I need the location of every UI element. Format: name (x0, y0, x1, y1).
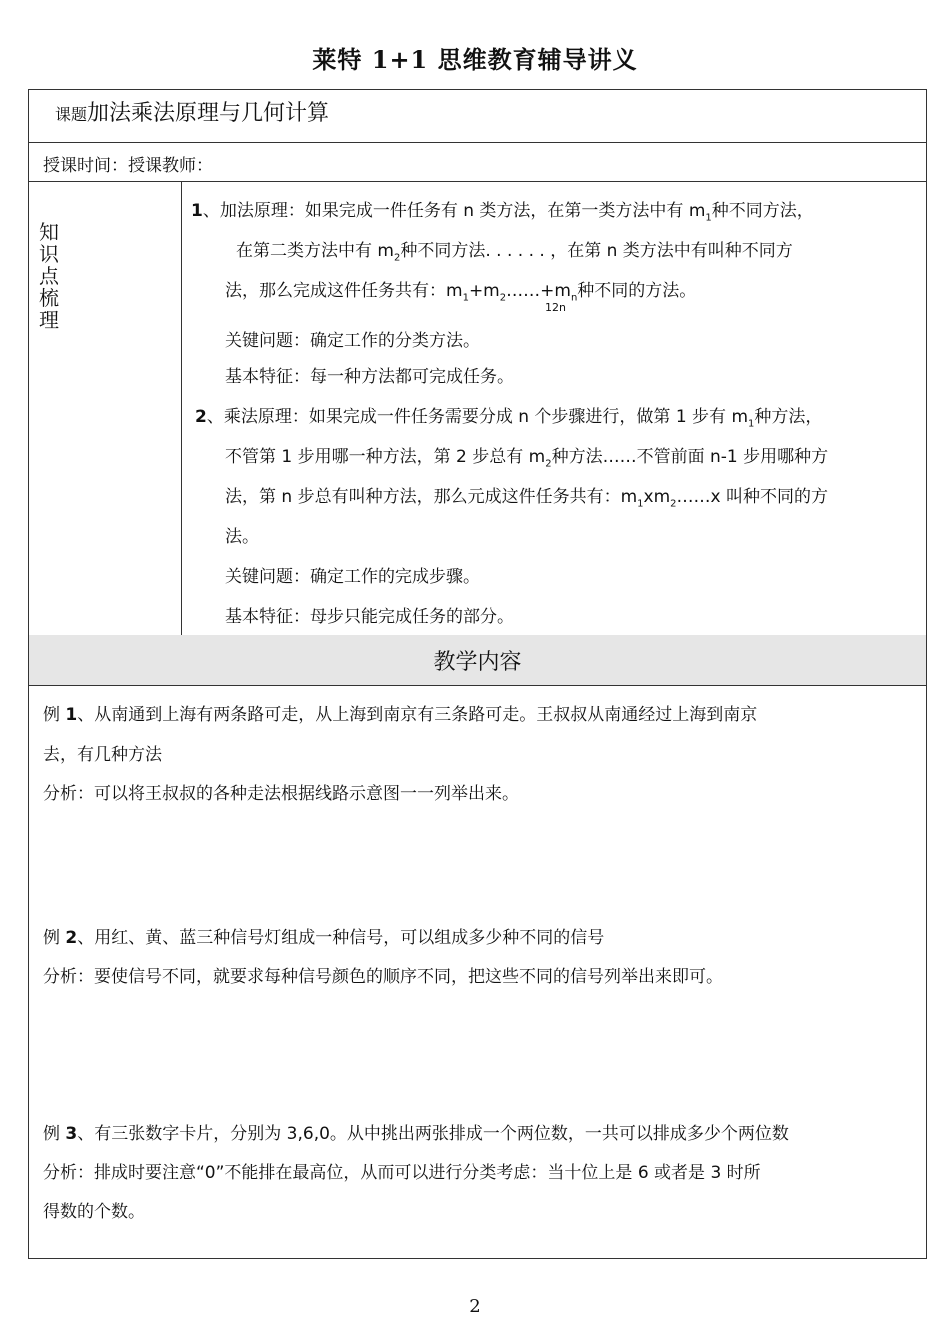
multiplication-key-question: 关键问题：确定工作的完成步骤。 (225, 567, 480, 587)
addition-principle-line-1 (191, 196, 814, 223)
multiplication-principle-line-3 (225, 482, 828, 509)
multiplication-principle-line-1 (195, 402, 822, 429)
example-number: 1 (65, 705, 78, 725)
subscript: 2 (670, 498, 677, 510)
subscript: 1 (462, 292, 469, 304)
text: 种方法……不管前面 n-1 步用哪种方 (551, 447, 829, 467)
text: 种不同的方法。 (577, 281, 697, 301)
example-2-analysis: 分析：要使信号不同，就要求每种信号颜色的顺序不同，把这些不同的信号列举出来即可。 (43, 967, 723, 987)
column-divider (181, 181, 182, 635)
subscript: 1 (748, 418, 755, 430)
addition-key-question: 关键问题：确定工作的分类方法。 (225, 331, 480, 351)
addition-principle-line-3 (225, 276, 696, 303)
text: +m (468, 281, 500, 301)
side-char: 识 (39, 242, 59, 266)
text: 、从南通到上海有两条路可走，从上海到南京有三条路可走。王叔叔从南通经过上海到南京 (77, 705, 758, 725)
text: 、用红、黄、蓝三种信号灯组成一种信号，可以组成多少种不同的信号 (77, 928, 605, 948)
example-3-analysis-line-1: 分析：排成时要注意“0”不能排在最高位，从而可以进行分类考虑：当十位上是 6 或者是 3 时所 (43, 1163, 761, 1183)
example-number: 3 (65, 1124, 78, 1144)
side-char: 梳 (39, 286, 59, 310)
teaching-content-heading: 教学内容 (433, 650, 522, 675)
example-3-analysis-line-2: 得数的个数。 (43, 1202, 145, 1222)
page-number: 2 (469, 1296, 481, 1317)
multiplication-feature: 基本特征：母步只能完成任务的部分。 (225, 607, 514, 627)
text: 种不同方法. . . . . . ，在第 n 类方法中有叫种不同方 (400, 241, 793, 261)
subscript: 2 (499, 292, 507, 304)
subject-label: 课题 (55, 105, 88, 124)
text: 法，第 n 步总有叫种方法，那么元成这件任务共有：m (225, 487, 638, 507)
item-number: 2 (195, 407, 207, 427)
addition-principle-line-2 (236, 236, 793, 263)
stray-subscript: 12n (545, 301, 566, 314)
example-1-analysis: 分析：可以将王叔叔的各种走法根据线路示意图一一列举出来。 (43, 784, 519, 804)
text: 例 (43, 928, 66, 948)
text: 例 (43, 705, 66, 725)
time-teacher-row: 授课时间：授课教师： (43, 156, 213, 176)
example-2-line-1 (43, 923, 604, 948)
handout-title: 莱特 1+1 思维教育辅导讲义 (312, 45, 638, 74)
text: 、有三张数字卡片，分别为 3,6,0。从中挑出两张排成一个两位数，一共可以排成多少个两位数 (77, 1124, 789, 1144)
subscript: 2 (545, 458, 552, 470)
text: ……+m (506, 281, 571, 301)
example-1-line-2: 去，有几种方法 (43, 745, 162, 765)
subscript: 2 (393, 252, 401, 264)
subscript: n (570, 292, 578, 304)
subject-title: 加法乘法原理与几何计算 (87, 101, 330, 126)
example-1-line-1 (43, 700, 757, 725)
text: 种不同方法， (711, 201, 814, 221)
text: 、加法原理：如果完成一件任务有 n 类方法，在第一类方法中有 m (202, 201, 706, 221)
example-number: 2 (65, 928, 78, 948)
row-divider (29, 685, 926, 686)
side-char: 知 (39, 220, 59, 244)
text: 、乘法原理：如果完成一件任务需要分成 n 个步骤进行，做第 1 步有 m (206, 407, 749, 427)
lesson-table (28, 89, 927, 1259)
text: 不管第 1 步用哪一种方法，第 2 步总有 m (225, 447, 546, 467)
addition-feature: 基本特征：每一种方法都可完成任务。 (225, 367, 514, 387)
text: xm (643, 487, 671, 507)
item-number: 1 (191, 201, 203, 221)
text: 例 (43, 1124, 66, 1144)
subject-row (55, 96, 329, 127)
text: 法，那么完成这件任务共有：m (225, 281, 463, 301)
side-char: 点 (39, 264, 59, 288)
row-divider (29, 142, 926, 143)
subscript: 1 (705, 212, 712, 224)
subscript: 1 (637, 498, 644, 510)
row-divider (29, 181, 926, 182)
side-char: 理 (39, 308, 59, 332)
multiplication-principle-line-4: 法。 (225, 527, 259, 547)
multiplication-principle-line-2 (225, 442, 828, 469)
text: 种方法， (754, 407, 823, 427)
knowledge-side-label (36, 221, 62, 331)
text: ……x 叫种不同的方 (676, 487, 828, 507)
text: 在第二类方法中有 m (236, 241, 394, 261)
example-3-line-1 (43, 1119, 789, 1144)
